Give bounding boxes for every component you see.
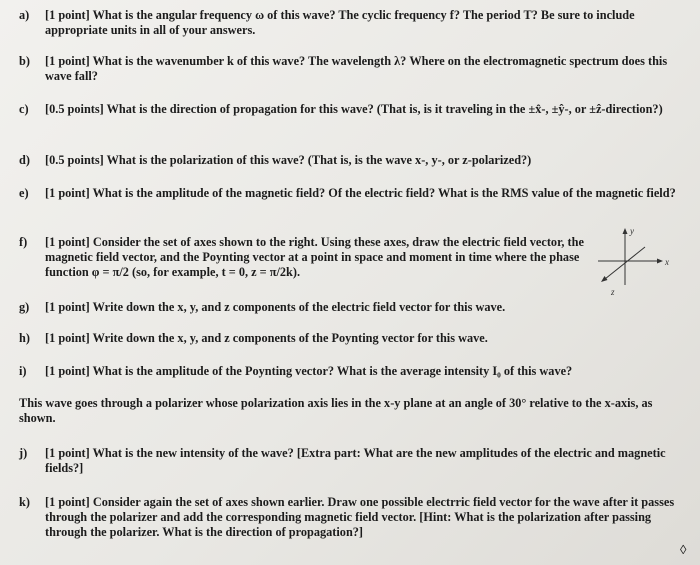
question-text: [1 point] What is the angular frequency ω of this wave? The cyclic frequency f? The period T? Be sure to include appropriate units in all of your answers. — [45, 8, 635, 37]
question-text: [1 point] Consider again the set of axes shown earlier. Draw one possible electrric field vector for the wave after it passes through the polarizer and add the corresponding magnetic field vector. [Hint: What is the polarization after passing through the polarizer. What is the direction of propagation?] — [45, 495, 675, 539]
question-label: a) — [19, 8, 30, 22]
question-label: j) — [19, 446, 28, 460]
question-text: [1 point] What is the wavenumber k of this wave? The wavelength λ? Where on the electromagnetic spectrum does this wave fall? — [45, 54, 668, 83]
axis-label-y: y — [630, 226, 634, 236]
question-text: [1 point] Write down the x, y, and z components of the Poynting vector for this wave. — [45, 331, 488, 345]
page-marker-icon: ◊ — [680, 542, 687, 557]
coordinate-axes-diagram — [592, 225, 676, 301]
question-text: [1 point] What is the amplitude of the Poynting vector? What is the average intensity I₀ of this wave? — [45, 364, 573, 378]
question-label: e) — [19, 186, 29, 200]
question-text: [1 point] What is the amplitude of the magnetic field? Of the electric field? What is the RMS value of the magnetic field? — [45, 186, 676, 200]
polarizer-paragraph: This wave goes through a polarizer whose polarization axis lies in the x-y plane at an angle of 30° relative to the x-axis, as shown. — [19, 396, 653, 425]
axis-label-x: x — [665, 257, 669, 267]
question-text: [1 point] Consider the set of axes shown to the right. Using these axes, draw the electric field vector, the magnetic field vector, and the Poynting vector at a point in space and moment in time where the phase function φ = π/2 (so, for example, t = 0, z = π/2k). — [45, 235, 584, 279]
question-label: f) — [19, 235, 28, 249]
question-label: b) — [19, 54, 30, 68]
question-label: k) — [19, 495, 30, 509]
question-text: [1 point] Write down the x, y, and z components of the electric field vector for this wave. — [45, 300, 506, 314]
question-label: d) — [19, 153, 30, 167]
question-text: [1 point] What is the new intensity of the wave? [Extra part: What are the new amplitudes of the electric and magnetic fields?] — [45, 446, 666, 475]
question-label: g) — [19, 300, 30, 314]
question-label: i) — [19, 364, 27, 378]
question-label: h) — [19, 331, 30, 345]
question-text: [0.5 points] What is the polarization of this wave? (That is, is the wave x-, y-, or z-polarized?) — [45, 153, 532, 167]
question-label: c) — [19, 102, 29, 116]
axis-label-z: z — [611, 287, 615, 297]
question-text: [0.5 points] What is the direction of propagation for this wave? (That is, is it traveling in the ±x̂-, ±ŷ-, or ±ẑ-direction?) — [45, 102, 663, 116]
